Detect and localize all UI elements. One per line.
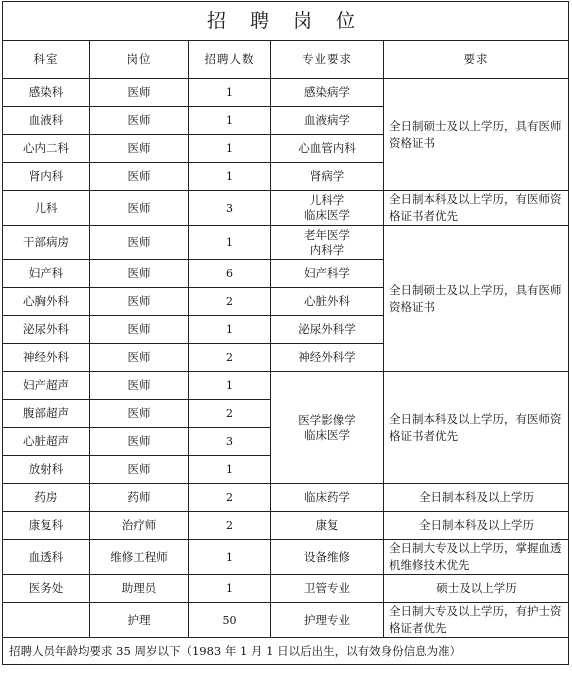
cell-dept: 心胸外科 — [3, 288, 90, 316]
cell-position: 医师 — [90, 226, 189, 260]
cell-count: 1 — [189, 107, 271, 135]
cell-major — [271, 372, 384, 484]
cell-count: 1 — [189, 135, 271, 163]
cell-count: 2 — [189, 484, 271, 512]
cell-dept: 康复科 — [3, 512, 90, 540]
cell-requirement: 全日制大专及以上学历，有护士资格证者优先 — [384, 603, 569, 638]
table-row — [3, 603, 569, 638]
cell-major: 卫管专业 — [271, 575, 384, 603]
cell-major — [271, 191, 384, 226]
header-position: 岗位 — [90, 41, 189, 79]
cell-requirement: 全日制本科及以上学历 — [384, 512, 569, 540]
cell-dept: 心内二科 — [3, 135, 90, 163]
cell-major-line: 临床医学 — [304, 427, 350, 442]
recruitment-table — [2, 1, 569, 665]
table-row — [3, 512, 569, 540]
cell-major: 泌尿外科学 — [271, 316, 384, 344]
table-row — [3, 79, 569, 107]
cell-position: 医师 — [90, 191, 189, 226]
cell-major: 临床药学 — [271, 484, 384, 512]
cell-dept: 神经外科 — [3, 344, 90, 372]
cell-position: 医师 — [90, 260, 189, 288]
cell-major — [271, 226, 384, 260]
cell-major: 心血管内科 — [271, 135, 384, 163]
cell-major: 康复 — [271, 512, 384, 540]
header-major: 专业要求 — [271, 41, 384, 79]
cell-position: 助理员 — [90, 575, 189, 603]
cell-count: 1 — [189, 575, 271, 603]
cell-major-line: 医学影像学 — [298, 412, 356, 427]
header-dept: 科室 — [3, 41, 90, 79]
cell-count: 1 — [189, 540, 271, 575]
cell-requirement: 全日制硕士及以上学历，具有医师资格证书 — [384, 79, 569, 191]
cell-count: 6 — [189, 260, 271, 288]
cell-count: 1 — [189, 226, 271, 260]
table-row — [3, 484, 569, 512]
cell-count: 1 — [189, 163, 271, 191]
header-row — [3, 41, 569, 79]
cell-dept: 妇产超声 — [3, 372, 90, 400]
table-title: 招 聘 岗 位 — [3, 2, 569, 41]
cell-position: 维修工程师 — [90, 540, 189, 575]
cell-dept — [3, 603, 90, 638]
header-requirement: 要求 — [384, 41, 569, 79]
table-row — [3, 575, 569, 603]
table-row — [3, 372, 569, 400]
cell-major: 肾病学 — [271, 163, 384, 191]
recruitment-sheet — [2, 1, 568, 681]
cell-major: 血液病学 — [271, 107, 384, 135]
cell-position: 治疗师 — [90, 512, 189, 540]
cell-position: 医师 — [90, 163, 189, 191]
cell-count: 1 — [189, 372, 271, 400]
cell-position: 医师 — [90, 288, 189, 316]
cell-dept: 心脏超声 — [3, 428, 90, 456]
age-requirement-note: 招聘人员年龄均要求 35 周岁以下（1983 年 1 月 1 日以后出生，以有效身份信息为准） — [3, 638, 569, 665]
cell-dept: 肾内科 — [3, 163, 90, 191]
cell-count: 2 — [189, 344, 271, 372]
cell-major: 感染病学 — [271, 79, 384, 107]
cell-dept: 妇产科 — [3, 260, 90, 288]
cell-count: 2 — [189, 512, 271, 540]
cell-dept: 放射科 — [3, 456, 90, 484]
cell-count: 1 — [189, 316, 271, 344]
cell-count: 3 — [189, 428, 271, 456]
table-row — [3, 540, 569, 575]
cell-position: 医师 — [90, 79, 189, 107]
cell-requirement: 全日制本科及以上学历，有医师资格证书者优先 — [384, 372, 569, 484]
cell-dept: 儿科 — [3, 191, 90, 226]
header-count: 招聘人数 — [189, 41, 271, 79]
table-row — [3, 191, 569, 226]
cell-major-line: 儿科学 — [309, 193, 345, 207]
cell-dept: 医务处 — [3, 575, 90, 603]
cell-dept: 腹部超声 — [3, 400, 90, 428]
cell-major-line: 老年医学 — [304, 227, 350, 242]
cell-position: 医师 — [90, 344, 189, 372]
cell-count: 1 — [189, 456, 271, 484]
cell-major: 神经外科学 — [271, 344, 384, 372]
cell-major: 心脏外科 — [271, 288, 384, 316]
cell-position: 药师 — [90, 484, 189, 512]
cell-dept: 感染科 — [3, 79, 90, 107]
cell-requirement: 全日制硕士及以上学历，具有医师资格证书 — [384, 226, 569, 372]
cell-major: 设备维修 — [271, 540, 384, 575]
cell-count: 2 — [189, 288, 271, 316]
cell-dept: 血液科 — [3, 107, 90, 135]
table-row — [3, 226, 569, 260]
cell-dept: 血透科 — [3, 540, 90, 575]
cell-requirement: 全日制本科及以上学历 — [384, 484, 569, 512]
cell-position: 医师 — [90, 135, 189, 163]
cell-count: 50 — [189, 603, 271, 638]
cell-count: 3 — [189, 191, 271, 226]
cell-dept: 药房 — [3, 484, 90, 512]
cell-count: 1 — [189, 79, 271, 107]
cell-position: 医师 — [90, 372, 189, 400]
cell-count: 2 — [189, 400, 271, 428]
cell-requirement: 硕士及以上学历 — [384, 575, 569, 603]
cell-position: 医师 — [90, 400, 189, 428]
cell-position: 护理 — [90, 603, 189, 638]
cell-major: 妇产科学 — [271, 260, 384, 288]
cell-major-line: 内科学 — [309, 242, 345, 257]
cell-requirement: 全日制本科及以上学历，有医师资格证书者优先 — [384, 191, 569, 226]
cell-position: 医师 — [90, 428, 189, 456]
cell-position: 医师 — [90, 316, 189, 344]
cell-major-line: 临床医学 — [304, 208, 350, 222]
cell-position: 医师 — [90, 456, 189, 484]
cell-major: 护理专业 — [271, 603, 384, 638]
cell-position: 医师 — [90, 107, 189, 135]
cell-dept: 泌尿外科 — [3, 316, 90, 344]
cell-dept: 干部病房 — [3, 226, 90, 260]
cell-requirement: 全日制大专及以上学历，掌握血透机维修技术优先 — [384, 540, 569, 575]
